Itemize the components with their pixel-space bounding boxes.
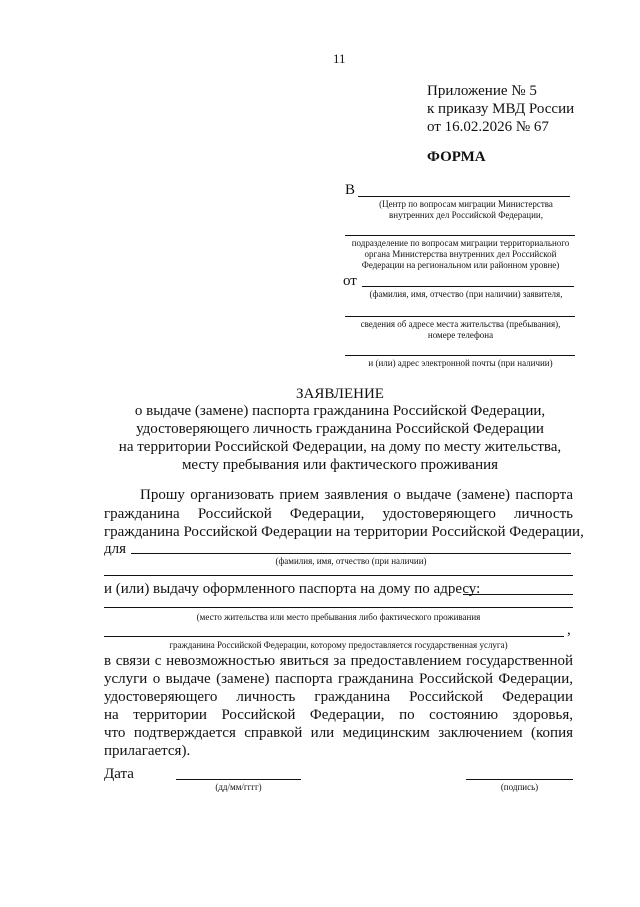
title-sub-4: месту пребывания или фактического проживания bbox=[181, 457, 499, 473]
p1-line-1: Прошу организовать прием заявления о выдаче (замене) паспорта bbox=[140, 487, 573, 503]
date-label: Дата bbox=[104, 766, 134, 782]
caption-fio: (фамилия, имя, отчество (при наличии) bbox=[275, 556, 427, 566]
fio-line[interactable] bbox=[131, 553, 571, 554]
title-sub-1: о выдаче (замене) паспорта гражданина Российской Федерации, bbox=[134, 403, 546, 419]
caption-addr-1: сведения об адресе места жительства (пребывания), bbox=[360, 319, 561, 329]
caption-to-2: внутренних дел Российской Федерации, bbox=[389, 210, 543, 220]
caption-email: и (или) адрес электронной почты (при наличии) bbox=[368, 358, 553, 368]
delivery-address-line[interactable] bbox=[463, 594, 573, 595]
p1-line-2: гражданина Российской Федерации, удостоверяющего личность bbox=[104, 506, 573, 522]
caption-addr-2: номере телефона bbox=[427, 330, 494, 340]
caption-citizen: гражданина Российской Федерации, которому предоставляется государственная услуга) bbox=[169, 640, 508, 650]
p2-line-6: прилагается). bbox=[104, 743, 191, 759]
subdivision-line[interactable] bbox=[345, 235, 575, 236]
to-line[interactable] bbox=[358, 196, 570, 197]
caption-from: (фамилия, имя, отчество (при наличии) заявителя, bbox=[369, 289, 563, 299]
delivery-text: и (или) выдачу оформленного паспорта на дому по адресу: bbox=[104, 581, 481, 597]
date-line[interactable] bbox=[176, 779, 301, 780]
caption-place: (место жительства или место пребывания либо фактического проживания bbox=[196, 612, 481, 622]
citizen-line[interactable] bbox=[104, 636, 564, 637]
p1-line-3: гражданина Российской Федерации на территории Российской Федерации, bbox=[104, 524, 584, 540]
title-heading: ЗАЯВЛЕНИЕ bbox=[296, 386, 384, 402]
caption-sub-2: органа Министерства внутренних дел Российской bbox=[364, 249, 557, 259]
from-prefix: от bbox=[343, 273, 357, 289]
appendix-line-1: Приложение № 5 bbox=[427, 83, 537, 99]
to-prefix: В bbox=[345, 182, 356, 198]
caption-to-1: (Центр по вопросам миграции Министерства bbox=[379, 199, 553, 209]
address-line[interactable] bbox=[345, 316, 575, 317]
appendix-line-3: от 16.02.2026 № 67 bbox=[427, 119, 549, 135]
caption-sub-1: подразделение по вопросам миграции территориального bbox=[351, 238, 570, 248]
caption-date: (дд/мм/гггг) bbox=[215, 782, 262, 792]
title-sub-2: удостоверяющего личность гражданина Российской Федерации bbox=[136, 421, 544, 437]
p2-line-4: на территории Российской Федерации, по состоянию здоровья, bbox=[104, 707, 573, 723]
title-sub-3: на территории Российской Федерации, на дому по месту жительства, bbox=[118, 439, 562, 455]
citizen-comma: , bbox=[567, 622, 571, 638]
caption-sub-3: Федерации на региональном или районном уровне) bbox=[361, 260, 560, 270]
page-number: 11 bbox=[333, 51, 346, 66]
p2-line-1: в связи с невозможностью явиться за предоставлением государственной bbox=[104, 653, 573, 669]
fio-line-2[interactable] bbox=[104, 575, 573, 576]
p2-line-2: услуги о выдаче (замене) паспорта гражданина Российской Федерации, bbox=[104, 671, 573, 687]
for-word: для bbox=[104, 541, 127, 557]
signature-line[interactable] bbox=[466, 779, 573, 780]
from-line[interactable] bbox=[362, 286, 574, 287]
p2-line-5: что подтверждается справкой или медицинским заключением (копия bbox=[104, 725, 573, 741]
email-line[interactable] bbox=[345, 355, 575, 356]
delivery-address-line-2[interactable] bbox=[104, 607, 573, 608]
appendix-line-2: к приказу МВД России bbox=[427, 101, 575, 117]
p2-line-3: удостоверяющего личность гражданина Российской Федерации bbox=[104, 689, 573, 705]
caption-signature: (подпись) bbox=[500, 782, 539, 792]
form-label: ФОРМА bbox=[427, 149, 486, 165]
